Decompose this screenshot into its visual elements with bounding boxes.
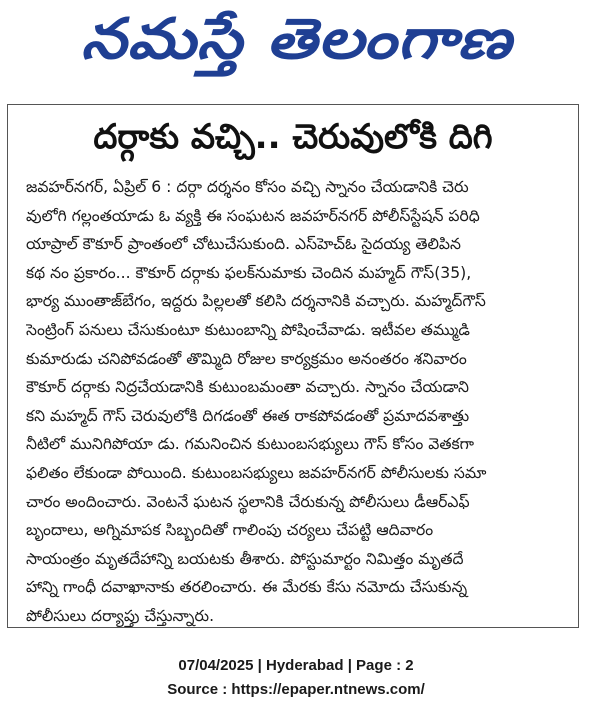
article-line: వులోగి గల్లంతయాడు ఓ వ్యక్తి ఈ సంఘటన జవహర్‌నగర్ పోలీస్‌స్టేషన్ పరిధి bbox=[26, 206, 480, 225]
article-line: కౌకూర్ దర్గాకు నిద్రచేయడానికి కుటుంబమంతా వచ్చారు. స్నానం చేయడాని bbox=[26, 378, 469, 397]
article-line: చారం అందించారు. వెంటనే ఘటన స్థలానికి చేరుకున్న పోలీసులు డీఆర్‌ఎఫ్ bbox=[26, 492, 470, 511]
article-panel bbox=[7, 104, 579, 628]
article-line: సాయంత్రం మృతదేహాన్ని బయటకు తీశారు. పోస్టుమార్టం నిమిత్తం మృతదే bbox=[26, 549, 464, 568]
newspaper-masthead bbox=[0, 2, 592, 86]
edition-meta: 07/04/2025 | Hyderabad | Page : 2 bbox=[178, 657, 414, 674]
article-line: పోలీసులు దర్యాప్తు చేస్తున్నారు. bbox=[26, 606, 215, 625]
article-line: జవహర్‌నగర్, ఏప్రిల్ 6 : దర్గా దర్శనం కోసం వచ్చి స్నానం చేయడానికి చెరు bbox=[26, 178, 469, 196]
article-line: కథ నం ప్రకారం... కౌకూర్ దర్గాకు ఫలక్‌నుమాకు చెందిన మహ్మద్ గౌస్(35), bbox=[26, 263, 472, 282]
article-line: బృందాలు, అగ్నిమాపక సిబ్బందితో గాలింపు చర్యలు చేపట్టి ఆదివారం bbox=[26, 521, 434, 540]
article-line: కుమారుడు చనిపోవడంతో తొమ్మిది రోజుల కార్యక్రమం అనంతరం శనివారం bbox=[26, 349, 467, 368]
article-line: భార్య ముంతాజ్‌బేగం, ఇద్దరు పిల్లలతో కలిసి దర్శనానికి వచ్చారు. మహ్మద్‌గౌస్ bbox=[26, 292, 486, 311]
article-headline: దర్గాకు వచ్చి.. చెరువులోకి దిగి bbox=[93, 117, 493, 157]
article-body bbox=[26, 173, 566, 631]
edition-footer bbox=[0, 654, 592, 702]
article-line: నీటిలో మునిగిపోయా డు. గమనించిన కుటుంబసభ్యులు గౌస్ కోసం వెతకగా bbox=[26, 435, 474, 454]
article-line: యాప్రాల్ కౌకూర్ ప్రాంతంలో చోటుచేసుకుంది. ఎస్‌హెచ్‌ఓ సైదయ్య తెలిపిన bbox=[26, 235, 461, 254]
masthead-title: నమస్తే తెలంగాణ bbox=[80, 7, 512, 72]
article-line: ఫలితం లేకుండా పోయింది. కుటుంబసభ్యులు జవహర్‌నగర్ పోలీసులకు సమా bbox=[26, 463, 487, 482]
article-line: సెంట్రింగ్ పనులు చేసుకుంటూ కుటుంబాన్ని పోషించేవాడు. ఇటీవల తమ్ముడి bbox=[26, 320, 470, 339]
article-line: హాన్ని గాంధీ దవాఖానాకు తరలించారు. ఈ మేరకు కేసు నమోదు చేసుకున్న bbox=[26, 578, 468, 597]
source-link[interactable]: Source : https://epaper.ntnews.com/ bbox=[167, 681, 425, 698]
article-line: కని మహ్మద్ గౌస్ చెరువులోకి దిగడంతో ఈత రాకపోవడంతో ప్రమాదవశాత్తు bbox=[26, 406, 470, 425]
